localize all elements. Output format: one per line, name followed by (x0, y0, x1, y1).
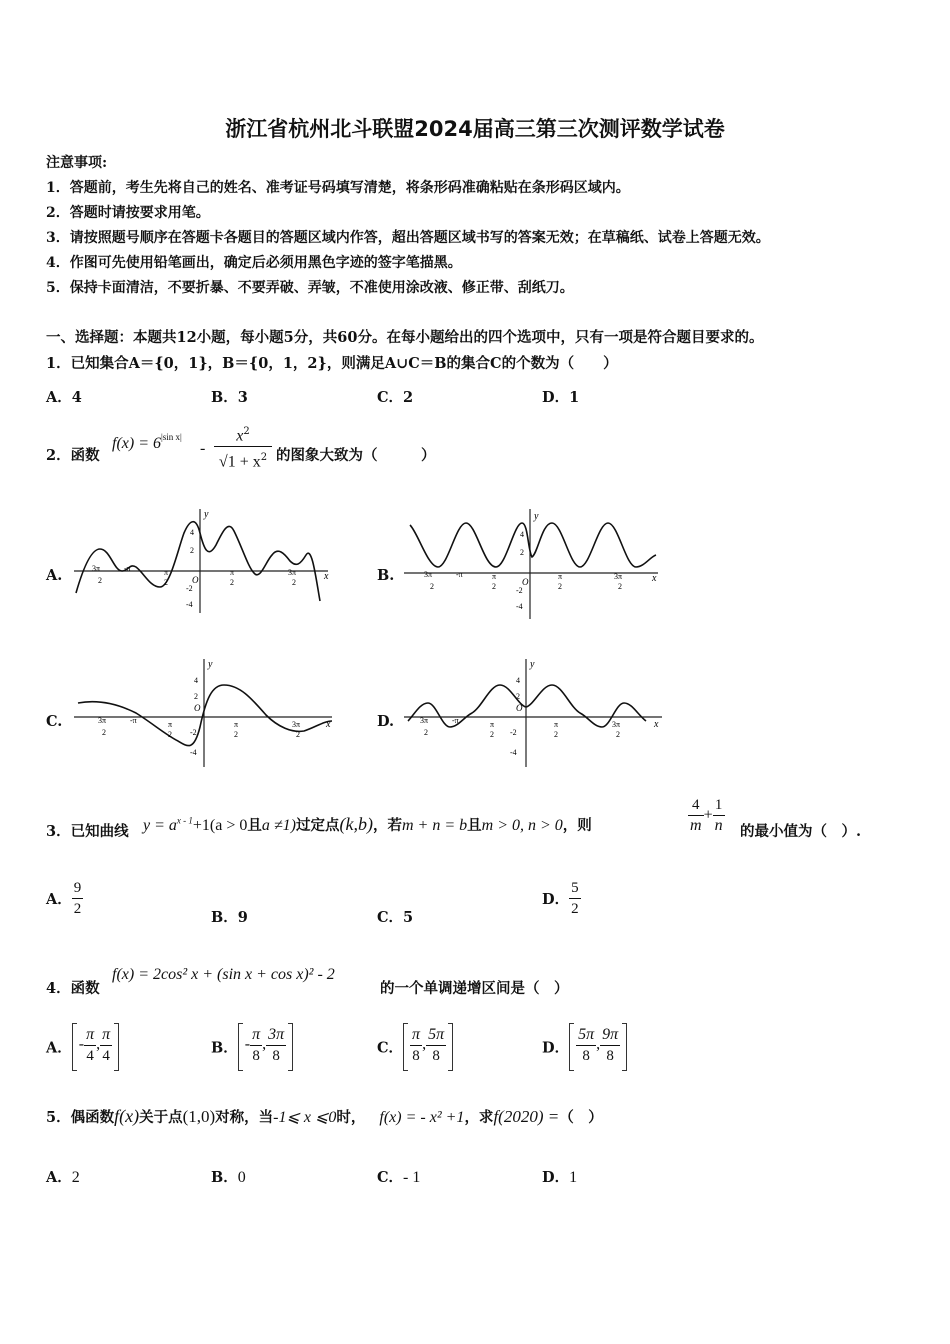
q4-option-c[interactable]: C． $\frac{\pi}{8}$ , $\frac{5\pi}{8}$ (377, 1023, 453, 1071)
q2-minus: - (200, 440, 206, 457)
q5-option-a[interactable]: A．2 (46, 1169, 80, 1186)
q2-option-b[interactable]: B. (377, 567, 395, 584)
q1-option-b[interactable]: B．3 (211, 389, 248, 406)
tick-negpi2-den: 2 (164, 578, 168, 587)
tick-pi2-den: 2 (554, 730, 558, 739)
tick-4: 4 (516, 676, 520, 685)
q3-option-b[interactable]: B．9 (211, 909, 248, 926)
tick-negpi: -π (130, 716, 137, 725)
tick-neg4: -4 (186, 600, 193, 609)
notice-heading: 注意事项: (46, 155, 108, 171)
q1-option-a[interactable]: A．4 (46, 389, 82, 406)
curve (78, 685, 332, 746)
tick-2: 2 (190, 546, 194, 555)
tick-3pi2-den: 2 (618, 582, 622, 591)
tick-3pi2-num: 3π (612, 720, 621, 729)
notice-item: 3．请按照题号顺序在答题卡各题目的答题区域内作答，超出答题区域书写的答案无效；在草稿纸、试卷上答题无效。 (46, 230, 770, 246)
tick-negpi: -π (452, 716, 459, 725)
question-2-suffix: 的图象大致为（ ） (276, 447, 436, 464)
q3-option-d[interactable]: D． $\frac{5}{2}$ (542, 880, 579, 917)
tick-4: 4 (520, 530, 524, 539)
q2-fraction: $x^2$ $√1 + x^2$ (214, 422, 272, 474)
tick-neg3pi-num: 3π (98, 716, 107, 725)
q2-graph-d[interactable] (400, 655, 665, 770)
curve (76, 522, 320, 601)
q3-option-c[interactable]: C．5 (377, 909, 414, 926)
tick-neg3pi-num: 3π (420, 716, 429, 725)
tick-neg3pi-den: 2 (102, 728, 106, 737)
tick-pi2-den: 2 (558, 582, 562, 591)
tick-negpi2-den: 2 (490, 730, 494, 739)
q2-graph-a[interactable] (70, 505, 335, 615)
question-1: 1．已知集合A＝{0，1}，B＝{0，1，2}，则满足A∪C＝B的集合C的个数为（ ） (46, 355, 618, 372)
q3-expression: $\frac{4}{m}$ + $\frac{1}{n}$ (690, 797, 723, 834)
y-label: y (534, 511, 539, 522)
tick-negpi2-num: π (164, 568, 169, 577)
tick-2: 2 (520, 548, 524, 557)
y-label: y (208, 659, 213, 670)
q1-option-d[interactable]: D．1 (542, 389, 580, 406)
tick-negpi2-num: π (168, 720, 173, 729)
question-4-suffix: 的一个单调递增区间是（ ） (380, 980, 569, 997)
tick-pi2-num: π (234, 720, 239, 729)
tick-negpi2-num: π (490, 720, 495, 729)
curve (410, 523, 656, 567)
origin-label: O (192, 575, 199, 585)
tick-3pi2-den: 2 (296, 730, 300, 739)
origin-label: O (522, 577, 529, 587)
q4-option-d[interactable]: D． $\frac{5\pi}{8}$ , $\frac{9\pi}{8}$ (542, 1023, 627, 1071)
notice-item: 5．保持卡面清洁，不要折暴、不要弄破、弄皱，不准使用涂改液、修正带、刮纸刀。 (46, 280, 574, 296)
q4-option-b[interactable]: B． - $\frac{\pi}{8}$ , $\frac{3\pi}{8}$ (211, 1023, 293, 1071)
tick-neg4: -4 (510, 748, 517, 757)
q2-option-c[interactable]: C. (46, 713, 63, 730)
y-label: y (204, 509, 209, 520)
tick-neg2: -2 (510, 728, 517, 737)
tick-4: 4 (194, 676, 198, 685)
q2-graph-b[interactable] (400, 505, 665, 625)
tick-negpi2-den: 2 (168, 730, 172, 739)
tick-neg3pi-den: 2 (98, 576, 102, 585)
section-heading: 一、选择题：本题共12小题，每小题5分，共60分。在每小题给出的四个选项中，只有一项是符合题目要求的。 (46, 329, 764, 346)
tick-pi2-den: 2 (230, 578, 234, 587)
origin-label: O (516, 703, 523, 713)
q5-option-c[interactable]: C．- 1 (377, 1169, 421, 1186)
notice-item: 1．答题前，考生先将自己的姓名、准考证号码填写清楚，将条形码准确粘贴在条形码区域内。 (46, 180, 630, 196)
tick-negpi2-num: π (492, 572, 497, 581)
q5-option-b[interactable]: B．0 (211, 1169, 246, 1186)
question-2-prefix: 2．函数 (46, 447, 100, 464)
curve (408, 685, 646, 727)
tick-3pi2-num: 3π (292, 720, 301, 729)
question-4-prefix: 4．函数 (46, 980, 100, 997)
q2-option-a[interactable]: A. (46, 567, 63, 584)
tick-3pi2-num: 3π (288, 568, 297, 577)
tick-neg2: -2 (186, 584, 193, 593)
tick-3pi2-den: 2 (616, 730, 620, 739)
tick-neg3pi-num: 3π (92, 564, 101, 573)
tick-4: 4 (190, 528, 194, 537)
tick-3pi2-num: 3π (614, 572, 623, 581)
tick-neg2: -2 (190, 728, 197, 737)
q2-formula: $f(x) = 6^{|sin x|}$ (112, 432, 182, 452)
notice-item: 2．答题时请按要求用笔。 (46, 205, 210, 221)
origin-label: O (194, 703, 201, 713)
tick-neg3pi-den: 2 (430, 582, 434, 591)
q3-option-a[interactable]: A． $\frac{9}{2}$ (46, 880, 82, 917)
tick-neg3pi-num: 3π (424, 570, 433, 579)
x-label: x (654, 719, 659, 730)
tick-2: 2 (516, 692, 520, 701)
q4-formula: f(x) = 2cos² x + (sin x + cos x)² - 2 (112, 966, 335, 983)
tick-neg4: -4 (190, 748, 197, 757)
tick-neg4: -4 (516, 602, 523, 611)
x-label: x (326, 719, 331, 730)
x-label: x (324, 571, 329, 582)
question-3-prefix: 3．已知曲线 (46, 823, 129, 840)
tick-negpi2-den: 2 (492, 582, 496, 591)
tick-pi2-den: 2 (234, 730, 238, 739)
tick-negpi: -π (124, 564, 131, 573)
question-3-suffix: 的最小值为（ ）. (740, 823, 862, 840)
tick-pi2-num: π (554, 720, 559, 729)
page-title: 浙江省杭州北斗联盟2024届高三第三次测评数学试卷 (225, 117, 725, 141)
q2-graph-c[interactable] (70, 655, 335, 770)
q3-curve: $y = a^{x - 1}+1(a > 0$且a ≠1)过定点(k,b)，若m + n = b且m > 0, n > 0，则 (143, 814, 592, 834)
tick-pi2-num: π (230, 568, 235, 577)
tick-neg2: -2 (516, 586, 523, 595)
notice-item: 4．作图可先使用铅笔画出，确定后必须用黑色字迹的签字笔描黑。 (46, 255, 462, 271)
tick-pi2-num: π (558, 572, 563, 581)
y-label: y (530, 659, 535, 670)
q5-option-d[interactable]: D．1 (542, 1169, 578, 1186)
q4-option-a[interactable]: A． - $\frac{\pi}{4}$ , $\frac{\pi}{4}$ (46, 1023, 119, 1071)
x-label: x (652, 573, 657, 584)
tick-negpi: -π (456, 570, 463, 579)
question-5: 5．偶函数f(x)关于点(1,0)对称，当-1⩽ x ⩽0时， f(x) = - x² +1，求f(2020) =（ ） (46, 1106, 603, 1126)
tick-2: 2 (194, 692, 198, 701)
tick-3pi2-den: 2 (292, 578, 296, 587)
tick-neg3pi-den: 2 (424, 728, 428, 737)
q1-option-c[interactable]: C．2 (377, 389, 414, 406)
q2-option-d[interactable]: D. (377, 713, 395, 730)
